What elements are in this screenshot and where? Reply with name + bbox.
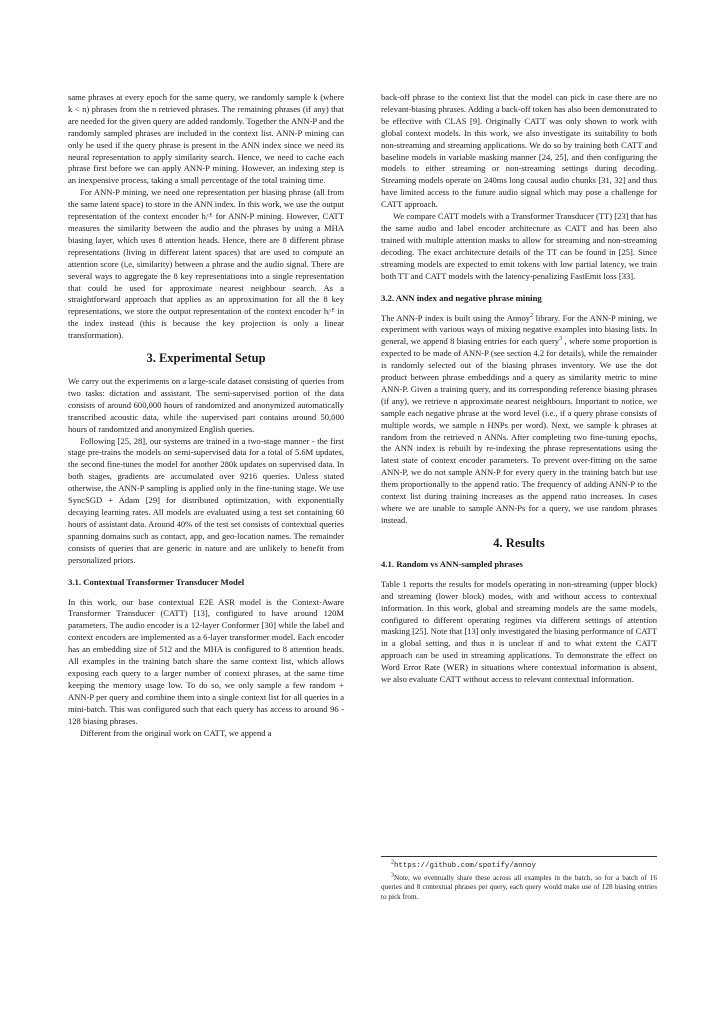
paragraph-text: library. For the ANN-P mining, we experiment with various ways of mixing negative examples into biasing lists. In general, we append 8 biasing entries for each query (381, 312, 657, 347)
paragraph: same phrases at every epoch for the same query, we randomly sample k (where k < n) phrases from the n retrieved phrases. The remaining phrases (if any) that are needed for the given query are added randomly. Together the ANN-P and the randomly sampled phrases are included in the context list. ANN-P mining can only be used if the query phrase is present in the ANN index since we need its neural representation to apply similarity search. Hence, we need to cache each phrase first before we can apply ANN-P mining. However, an indexing step is an inexpensive process, taking a small percentage of the total training time. (68, 92, 344, 186)
footnotes (381, 856, 657, 904)
footnote-marker: 2 (530, 312, 533, 319)
subsection-heading: 4.1. Random vs ANN-sampled phrases (381, 558, 523, 569)
footnote-3 (381, 874, 657, 903)
paragraph: Following [25, 28], our systems are trained in a two-stage manner - the first stage pre-trains the models on semi-supervised data for a total of 5.6M updates, the second fine-tunes the model for another 280k updates on supervised data. In both stages, gradients are accumulated over 9216 queries. Unless stated otherwise, the ANN-P sampling is applied only in the fine-tuning stage. We use SyncSGD + Adam [29] for distributed optimization, with exponentially decaying learning rates. All models are evaluated using a test set containing 60 hours of assistant data. Around 40% of the test set consists of contextual queries spanning domains such as contact, app, and geo-location names. The remainder consists of queries that are generic in nature and are unlikely to benefit from personalized priors. (68, 435, 344, 565)
section-heading: 3. Experimental Setup (146, 351, 266, 366)
paragraph: We carry out the experiments on a large-scale dataset consisting of queries from two tasks: dictation and assistant. The semi-supervised portion of the data consists of around 600,000 hours of randomized and anonymized automatically transcribed acoustic data, while the supervised part contains around 50,000 hours of randomized and anonymized English queries. (68, 376, 344, 434)
subsection-heading: 3.2. ANN index and negative phrase mining (381, 292, 542, 303)
paragraph: back-off phrase to the context list that the model can pick in case there are no relevant-biasing phrases. Adding a back-off token has also been demonstrated to be effective with CLAS [9]. Originally CATT was only shown to work with global context models. In this work, we also investigate its suitability to both non-streaming and streaming applications. We do so by training both CATT and baseline models in variable masking manner [24, 25], and then configuring the models to either streaming or non-streaming settings during decoding. Streaming models operate on 240ms long causal audio chunks [31, 32] and thus have limited access to the future audio signal which may pose a challenge for CATT approach. (381, 92, 657, 210)
footnote-number: 2 (391, 859, 394, 866)
paragraph-text: , where some proportion is expected to be made of ANN-P (see section 4.2 for details), while the remainder is randomly selected out of the biasing phrases inventory. We use the dot product between phrase embeddings and a query as similarity metric to mine ANN-P. Given a training query, and its corresponding reference biasing phrases (if any), we retrieve n approximate nearest neighbours. Important to notice, we sample each negative phrase at the word level (i.e., if a query phrase consists of multiple words, we sample n HNPs per word). Next, we sample k phrases at random from the retrieved n ANNs. After completing two fine-tuning epochs, the ANN index is rebuilt by re-indexing the phrase representations using the latest state of context encoder parameters. To prevent over-fitting on the same ANN-P, we do not sample ANN-P for every query in the training batch but use them proportionally to the append ratio. The frequency of adding ANN-P to the context list during training increases as the append ratio increases. In cases where we are unable to sample ANN-Ps for a query, we use random phrases instead. (381, 336, 657, 525)
paragraph-text: The ANN-P index is built using the Annoy (381, 312, 530, 323)
section-heading: 4. Results (493, 535, 545, 550)
footnote-number: 3 (391, 872, 394, 879)
paragraph (381, 313, 657, 527)
footnote-2 (381, 861, 657, 872)
paragraph: For ANN-P mining, we need one representation per biasing phrase (all from the same latent space) to store in the ANN index. In this work, we use the output representation of the context encoder hᵢᶜᴱ for ANN-P mining. However, CATT measures the similarity between the audio and the phrases by using a MHA biasing layer, which uses 8 attention heads. Hence, there are 8 different phrase representations (living in different latent spaces) that are used to compute an attention score (i,e, similarity) between a phrase and the audio signal. There are several ways to aggregate the 8 key representations into a single representation that could be used for approximate nearest neighbour search. As a straightforward approach that applies as an approximation for all the 8 key representations, we store the output representation of the context encoder hᵢᶜᴱ in the index instead (this is because the key projection is only a linear transformation). (68, 187, 344, 341)
paragraph: We compare CATT models with a Transformer Transducer (TT) [23] that has the same audio and label encoder architecture as CATT and has been also trained with multiple attention masks to allow for streaming and non-streaming decoding. The exact architecture details of the TT can be found in [25]. Since streaming models are expected to emit tokens with low partial latency, we train both TT and CATT models with the latency-penalizing FastEmit loss [33]. (381, 211, 657, 281)
paragraph: In this work, our base contextual E2E ASR model is the Context-Aware Transformer Transducer (CATT) [13], configured to have around 120M parameters. The audio encoder is a 12-layer Conformer [30] while the label and context encoders are implemented as a 6-layer transformer model. Each encoder has an embedding size of 512 and the MHA is configured to 8 attention heads. All examples in the training batch share the same context list, which allows exposing each query to a larger number of context phrases, at the same time keeping the memory usage low. To do so, we only sample a few random + ANN-P per query and combine them into a single context list for all queries in a mini-batch. This was configured such that each query has access to around 96 - 128 biasing phrases. (68, 596, 344, 726)
paragraph: Table 1 reports the results for models operating in non-streaming (upper block) and streaming (lower block) modes, with and without access to contextual information. In this work, global and streaming models are the same models, configured to different operating regimes via different settings of attention masking [25]. Note that [13] only investigated the biasing performance of CATT in a global setting, and thus it is unclear if and to what extent the CATT approach can be used in streaming applications. To demonstrate the effect on Word Error Rate (WER) in situations where contextual information is absent, we also evaluate CATT without access to relevant contextual information. (381, 578, 657, 685)
footnote-text: Note, we eventually share these across all examples in the batch, so for a batch of 16 queries and 8 contextual phrases per query, each query would make use of 128 biasing entries to pick from. (381, 873, 657, 901)
right-column (381, 92, 657, 686)
paragraph: Different from the original work on CATT, we append a (80, 727, 272, 738)
footnote-link[interactable]: https://github.com/spotify/annoy (394, 862, 536, 870)
footnote-marker: 3 (559, 336, 563, 343)
subsection-heading: 3.1. Contextual Transformer Transducer Model (68, 576, 245, 587)
left-column (68, 92, 344, 739)
